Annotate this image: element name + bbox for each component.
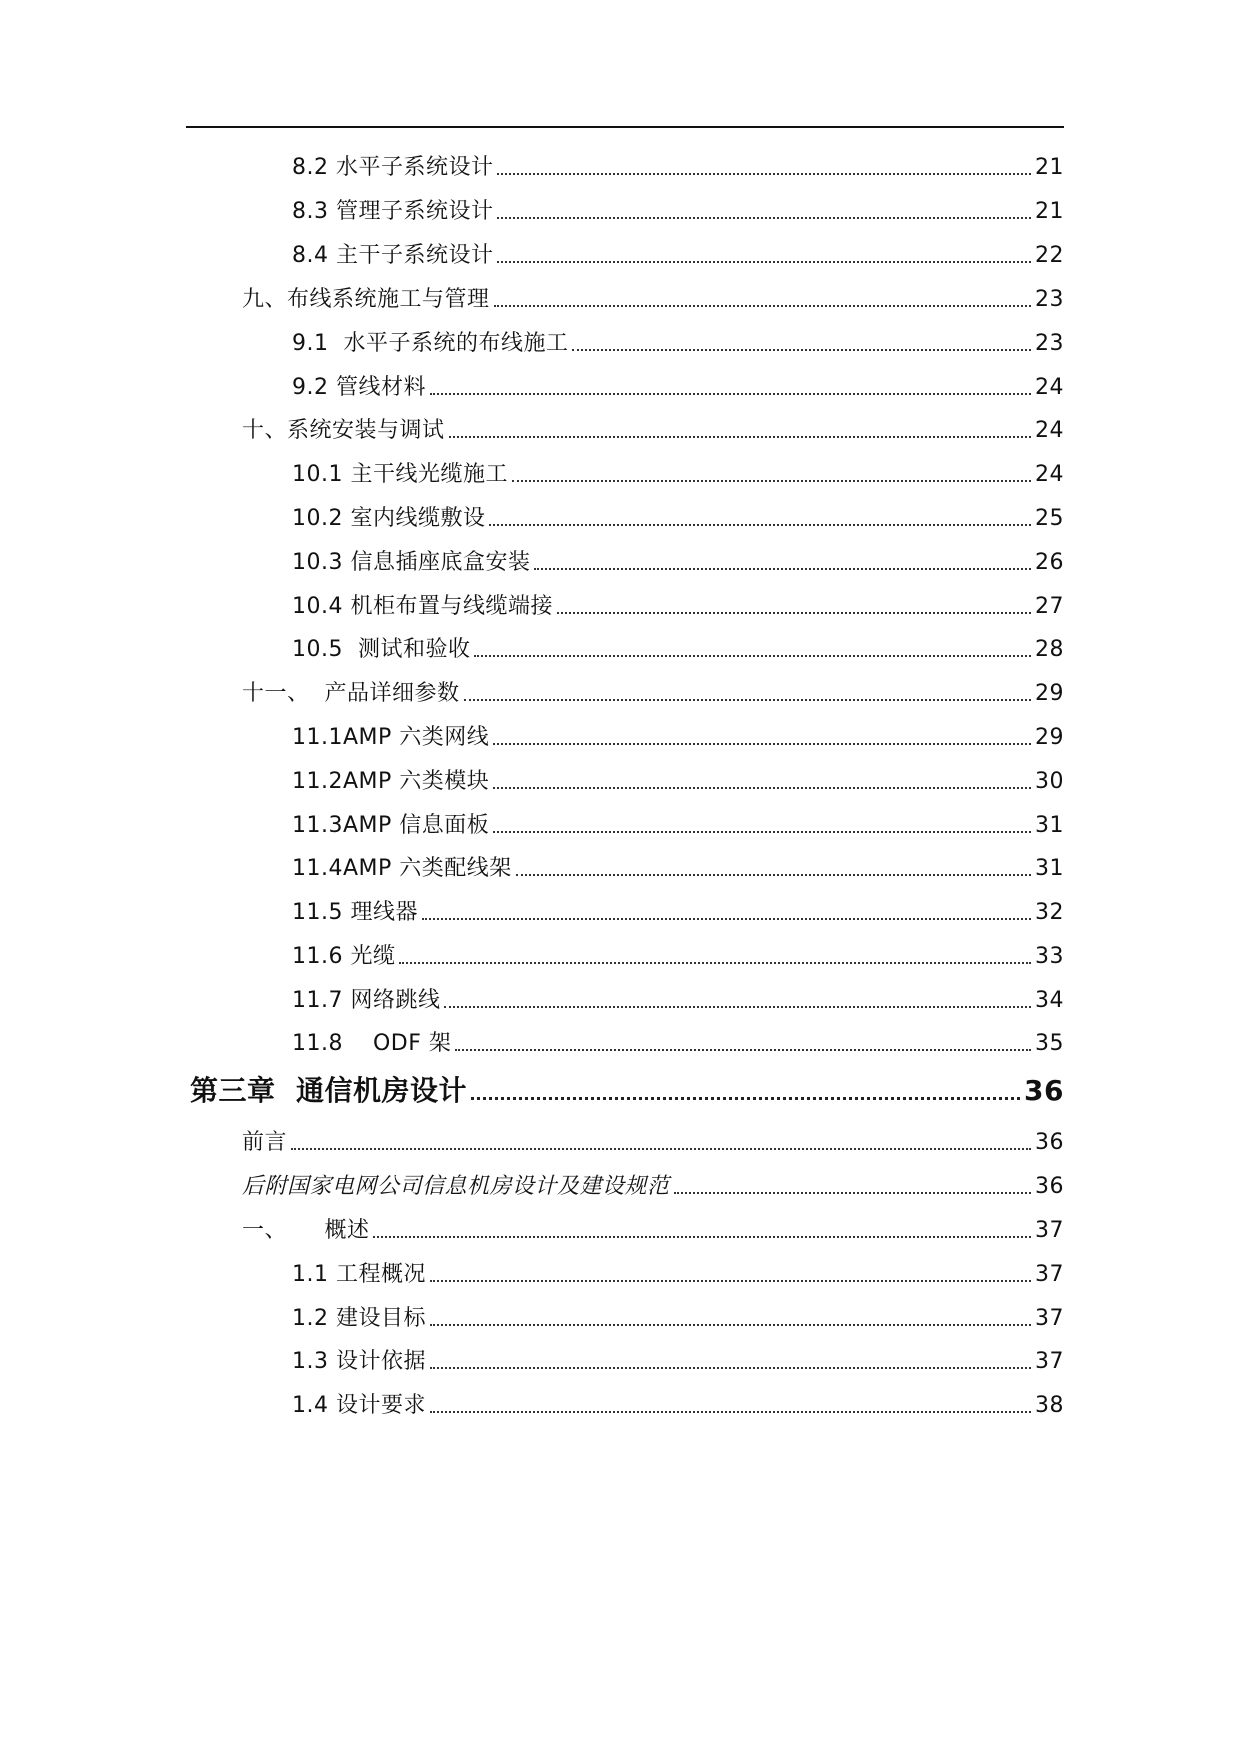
toc-dot-leader (557, 612, 1031, 614)
toc-entry-title: 1.4 设计要求 (292, 1393, 426, 1418)
toc-dot-leader (430, 1324, 1031, 1326)
toc-entry-title: 10.1 主干线光缆施工 (292, 462, 508, 487)
toc-dot-leader (430, 1280, 1031, 1282)
toc-dot-leader (474, 655, 1031, 657)
toc-entry-title: 一、 概述 (242, 1218, 370, 1243)
toc-entry[interactable] (292, 1344, 1064, 1376)
toc-dot-leader (471, 1097, 1020, 1100)
toc-dot-leader (430, 1411, 1031, 1413)
toc-entry-title: 1.2 建设目标 (292, 1306, 426, 1331)
toc-page-number: 23 (1035, 287, 1064, 312)
toc-page-number: 36 (1035, 1130, 1064, 1155)
toc-entry[interactable] (292, 150, 1064, 182)
toc-dot-leader (497, 261, 1031, 263)
toc-entry-title: 1.3 设计依据 (292, 1349, 426, 1374)
toc-entry-title: 11.5 理线器 (292, 900, 418, 925)
toc-page-number: 36 (1035, 1174, 1064, 1199)
toc-dot-leader (455, 1049, 1031, 1051)
toc-page-number: 38 (1035, 1393, 1064, 1418)
toc-dot-leader (674, 1192, 1031, 1194)
toc-page-number: 24 (1035, 375, 1064, 400)
toc-page-number: 21 (1035, 155, 1064, 180)
toc-entry[interactable] (292, 764, 1064, 796)
toc-entry[interactable] (242, 1213, 1064, 1245)
toc-entry[interactable] (242, 1169, 1064, 1201)
toc-dot-leader (572, 349, 1031, 351)
toc-entry[interactable] (242, 413, 1064, 445)
toc-entry[interactable] (292, 851, 1064, 883)
toc-entry[interactable] (292, 370, 1064, 402)
toc-page-number: 21 (1035, 199, 1064, 224)
toc-page-number: 24 (1035, 418, 1064, 443)
toc-page-number: 23 (1035, 331, 1064, 356)
toc-entry[interactable] (292, 457, 1064, 489)
toc-entry[interactable] (292, 501, 1064, 533)
toc-entry-title: 10.4 机柜布置与线缆端接 (292, 594, 553, 619)
toc-entry[interactable] (292, 589, 1064, 621)
toc-entry[interactable] (242, 1125, 1064, 1157)
toc-dot-leader (444, 1006, 1031, 1008)
toc-entry[interactable] (292, 194, 1064, 226)
toc-entry-title: 十一、 产品详细参数 (242, 681, 460, 706)
toc-entry[interactable] (292, 545, 1064, 577)
toc-entry-title: 9.2 管线材料 (292, 375, 426, 400)
toc-page-number: 37 (1035, 1306, 1064, 1331)
toc-entry[interactable] (292, 1257, 1064, 1289)
toc-entry-title: 11.3AMP 信息面板 (292, 813, 490, 838)
toc-entry[interactable] (292, 1026, 1064, 1058)
toc-entry-title: 11.8 ODF 架 (292, 1031, 452, 1056)
toc-entry[interactable] (292, 1388, 1064, 1420)
toc-page-number: 25 (1035, 506, 1064, 531)
toc-entry-title: 11.4AMP 六类配线架 (292, 856, 512, 881)
toc-dot-leader (493, 787, 1031, 789)
toc-page-number: 32 (1035, 900, 1064, 925)
toc-chapter-entry[interactable] (190, 1068, 1064, 1108)
toc-page-number: 37 (1035, 1218, 1064, 1243)
toc-entry-title: 十、系统安装与调试 (242, 418, 445, 443)
toc-page-number: 31 (1035, 856, 1064, 881)
toc-page-number: 37 (1035, 1349, 1064, 1374)
toc-entry-title: 10.5 测试和验收 (292, 637, 471, 662)
toc-page-number: 37 (1035, 1262, 1064, 1287)
toc-entry[interactable] (292, 939, 1064, 971)
toc-entry[interactable] (292, 326, 1064, 358)
toc-entry-title: 9.1 水平子系统的布线施工 (292, 331, 569, 356)
toc-entry[interactable] (292, 983, 1064, 1015)
toc-entry-title: 后附国家电网公司信息机房设计及建设规范 (242, 1174, 670, 1199)
toc-dot-leader (430, 393, 1031, 395)
toc-page-number: 29 (1035, 681, 1064, 706)
toc-entry-title: 第三章 通信机房设计 (190, 1074, 467, 1107)
toc-entry[interactable] (292, 632, 1064, 664)
toc-page-number: 34 (1035, 988, 1064, 1013)
toc-dot-leader (512, 480, 1031, 482)
toc-entry[interactable] (292, 808, 1064, 840)
toc-dot-leader (291, 1148, 1031, 1150)
toc-entry[interactable] (242, 676, 1064, 708)
toc-entry[interactable] (292, 1301, 1064, 1333)
toc-entry-title: 10.2 室内线缆敷设 (292, 506, 486, 531)
toc-entry-title: 九、布线系统施工与管理 (242, 287, 490, 312)
toc-entry-title: 11.2AMP 六类模块 (292, 769, 490, 794)
toc-page-number: 31 (1035, 813, 1064, 838)
toc-entry-title: 11.7 网络跳线 (292, 988, 441, 1013)
toc-dot-leader (464, 699, 1032, 701)
header-rule (186, 126, 1064, 128)
toc-page-number: 27 (1035, 594, 1064, 619)
toc-page-number: 24 (1035, 462, 1064, 487)
toc-dot-leader (422, 918, 1031, 920)
toc-entry-title: 11.6 光缆 (292, 944, 396, 969)
toc-page-number: 33 (1035, 944, 1064, 969)
toc-entry-title: 1.1 工程概况 (292, 1262, 426, 1287)
toc-page-number: 35 (1035, 1031, 1064, 1056)
toc-dot-leader (489, 524, 1031, 526)
toc-entry[interactable] (292, 895, 1064, 927)
toc-dot-leader (493, 831, 1031, 833)
toc-dot-leader (494, 305, 1031, 307)
toc-entry-title: 8.2 水平子系统设计 (292, 155, 494, 180)
toc-dot-leader (497, 173, 1031, 175)
toc-dot-leader (497, 217, 1031, 219)
toc-entry[interactable] (292, 238, 1064, 270)
toc-entry-title: 8.3 管理子系统设计 (292, 199, 494, 224)
toc-dot-leader (449, 436, 1031, 438)
toc-page-number: 26 (1035, 550, 1064, 575)
toc-entry-title: 8.4 主干子系统设计 (292, 243, 494, 268)
toc-dot-leader (430, 1367, 1031, 1369)
toc-page-number: 29 (1035, 725, 1064, 750)
toc-page-number: 28 (1035, 637, 1064, 662)
toc-dot-leader (516, 874, 1031, 876)
toc-page-number: 36 (1024, 1074, 1064, 1107)
toc-entry-title: 11.1AMP 六类网线 (292, 725, 490, 750)
toc-page-number: 30 (1035, 769, 1064, 794)
toc-entry-title: 前言 (242, 1130, 288, 1155)
toc-dot-leader (399, 962, 1031, 964)
toc-entry[interactable] (292, 720, 1064, 752)
toc-dot-leader (373, 1236, 1031, 1238)
toc-entry-title: 10.3 信息插座底盒安装 (292, 550, 531, 575)
toc-dot-leader (493, 743, 1031, 745)
toc-page-number: 22 (1035, 243, 1064, 268)
toc-entry[interactable] (242, 282, 1064, 314)
toc-dot-leader (534, 568, 1031, 570)
